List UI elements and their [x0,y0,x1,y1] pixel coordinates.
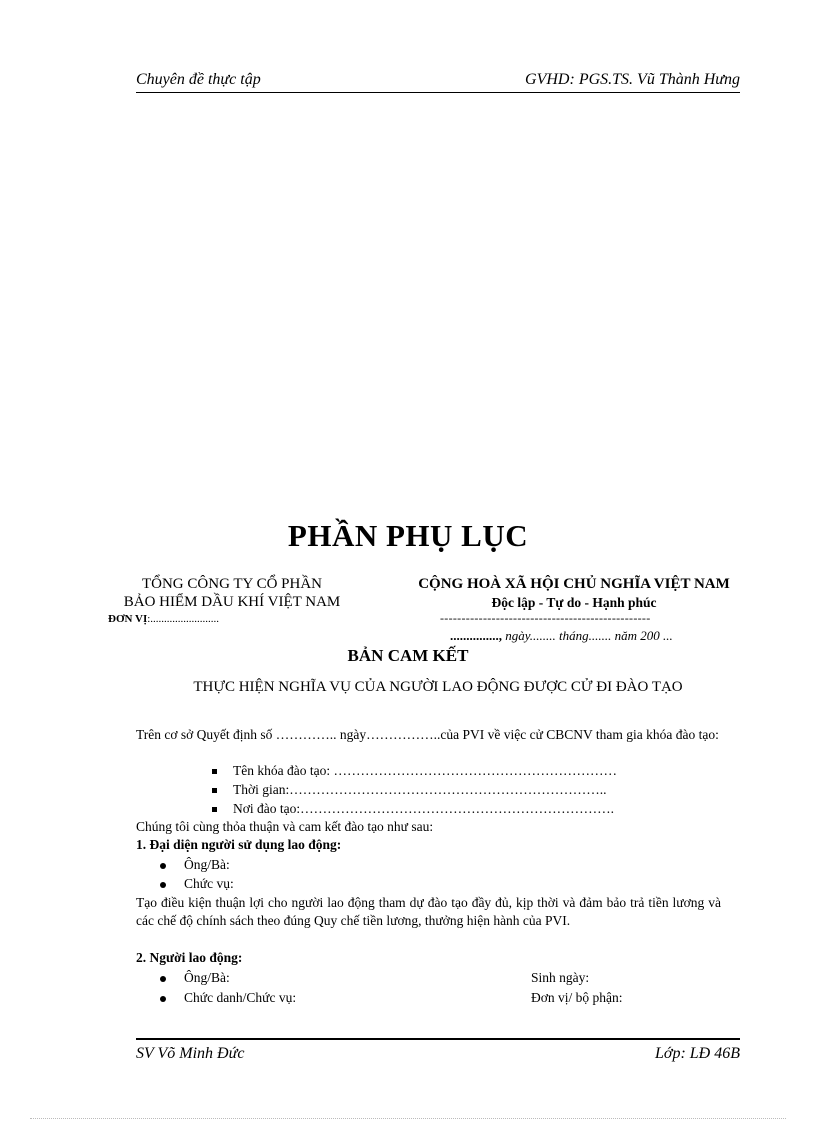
training-item: Tên khóa đào tạo: ……………………………………………………… [212,763,617,779]
footer-left: SV Võ Minh Đức [136,1045,245,1062]
doc-title: BẢN CAM KẾT [347,646,469,665]
date-rest: ngày........ tháng....... năm 200 ... [505,628,673,643]
square-bullet-icon [212,807,217,812]
page-title: PHẦN PHỤ LỤC [287,518,529,553]
agreement-line: Chúng tôi cùng thỏa thuận và cam kết đào tạo như sau: [136,819,434,834]
date-line [450,628,673,644]
footer-rule [136,1038,740,1040]
square-bullet-icon [212,788,217,793]
motto-rule: ------------------------------------------------- [440,611,651,625]
header-left: Chuyên đề thực tập [136,71,261,88]
date-prefix: ..............., [450,628,506,643]
section2-department: Đơn vị/ bộ phận: [531,990,623,1005]
section1-paragraph: Tạo điều kiện thuận lợi cho người lao động tham dự đào tạo đầy đủ, kịp thời và đảm bảo trả tiền lương và các chế độ chính sách theo đúng Quy chế tiền lương, thưởng hiện hành của PVI. [136,895,721,928]
section1-item: Ông/Bà: [160,857,230,873]
section2-item-position: Chức danh/Chức vụ: [160,990,296,1006]
round-bullet-icon [160,996,166,1002]
org-left-line1: TỔNG CÔNG TY CỔ PHẦN [141,576,322,592]
section1-heading: 1. Đại diện người sử dụng lao động: [136,837,342,852]
training-item: Nơi đào tạo:……………………………………………………………. [212,801,614,817]
header-rule [136,92,740,93]
unit-value: :......................... [147,613,220,625]
square-bullet-icon [212,769,217,774]
training-item: Thời gian:…………………………………………………………….. [212,782,607,798]
footer-right: Lớp: LĐ 46B [655,1045,740,1062]
section2-birthdate: Sinh ngày: [531,970,590,985]
section1-item: Chức vụ: [160,876,234,892]
round-bullet-icon [160,976,166,982]
doc-subtitle: THỰC HIỆN NGHĨA VỤ CỦA NGƯỜI LAO ĐỘNG ĐƯỢC CỬ ĐI ĐÀO TẠO [193,679,683,695]
intro-paragraph: Trên cơ sở Quyết định số ………….. ngày……………..của PVI về việc cử CBCNV tham gia khóa đào tạo: [136,727,719,742]
section2-item-name: Ông/Bà: [160,970,230,986]
header-right: GVHD: PGS.TS. Vũ Thành Hưng [525,71,740,88]
unit-line [108,613,219,625]
org-right-line1: CỘNG HOÀ XÃ HỘI CHỦ NGHĨA VIỆT NAM [418,576,730,592]
section2-heading: 2. Người lao động: [136,950,243,965]
round-bullet-icon [160,863,166,869]
round-bullet-icon [160,882,166,888]
page-edge [30,1118,786,1119]
org-left-line2: BẢO HIỂM DẦU KHÍ VIỆT NAM [123,594,341,610]
unit-label: ĐƠN VỊ [108,613,148,625]
motto: Độc lập - Tự do - Hạnh phúc [491,595,657,610]
